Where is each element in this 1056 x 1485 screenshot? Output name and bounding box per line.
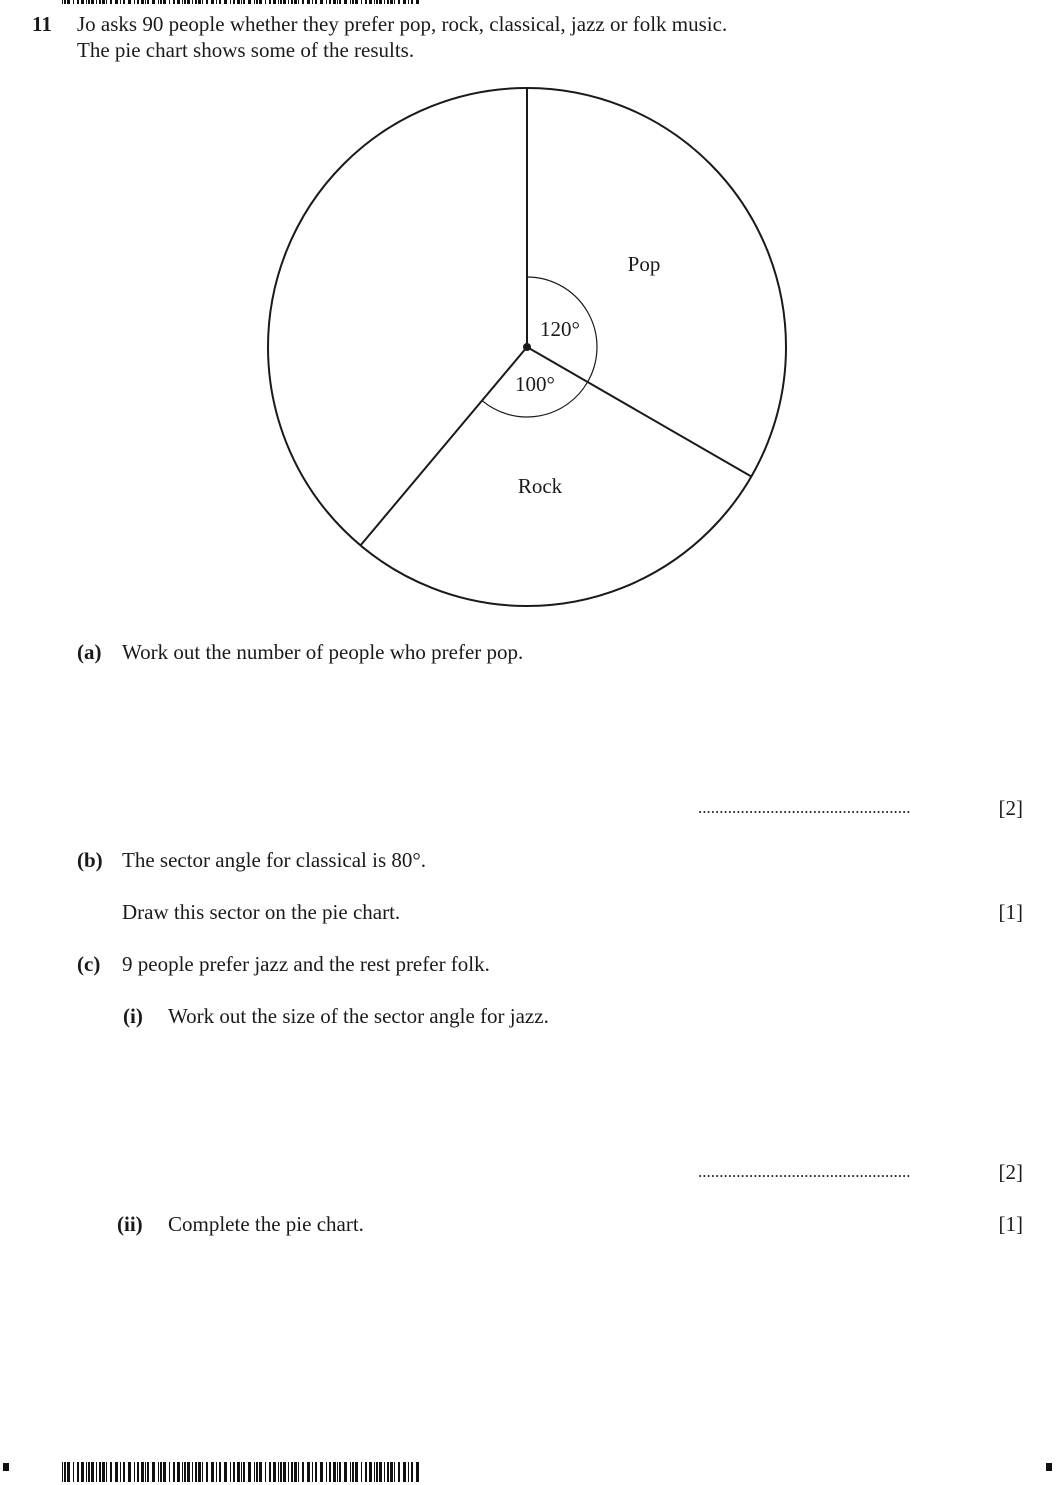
pie-radius-2 [527, 347, 751, 477]
barcode-bar [198, 1462, 201, 1482]
barcode-bar [137, 1462, 139, 1482]
barcode-bar [384, 1462, 385, 1482]
barcode-bar [376, 1462, 378, 1482]
part-c-i-label: (i) [123, 1004, 143, 1028]
barcode-bar [184, 1462, 186, 1482]
barcode-bar [337, 1462, 338, 1482]
barcode-bar [273, 1462, 276, 1482]
barcode-bar [206, 1462, 208, 1482]
question-intro-line-1: Jo asks 90 people whether they prefer pop, rock, classical, jazz or folk music. [77, 12, 728, 36]
barcode-bar [182, 1462, 183, 1482]
barcode-bar [219, 1462, 221, 1482]
part-c-i-answer-line[interactable]: .................................................. [698, 1162, 911, 1181]
barcode-bar [64, 1462, 66, 1482]
part-c-i-text: Work out the size of the sector angle for jazz. [168, 1004, 549, 1028]
barcode-bar [91, 1462, 94, 1482]
barcode-bar [326, 1462, 327, 1482]
barcode-bar [333, 1462, 336, 1482]
barcode-bar [259, 1462, 262, 1482]
barcode-bar [141, 1462, 144, 1482]
slice-label-pop: Pop [627, 252, 661, 276]
part-c-label: (c) [77, 952, 101, 976]
barcode-bar [224, 1462, 227, 1482]
part-c-ii-label: (ii) [117, 1212, 143, 1236]
barcode-bar [265, 1462, 266, 1482]
part-b-text: The sector angle for classical is 80°. [122, 848, 427, 872]
angle-label-rock: 100° [515, 372, 555, 396]
barcode-bar [256, 1462, 258, 1482]
barcode-bar [120, 1462, 121, 1482]
barcode-bar [278, 1462, 279, 1482]
barcode-bar [86, 1462, 87, 1482]
barcode-bar [369, 1462, 372, 1482]
barcode-bar [128, 1462, 131, 1482]
pie-center-dot [523, 343, 531, 351]
barcode-bar [248, 1462, 251, 1482]
barcode-bar [77, 1462, 79, 1482]
barcode-bar [202, 1462, 203, 1482]
barcode-bar [320, 1462, 323, 1482]
barcode-bar [96, 1462, 97, 1482]
corner-mark-right [1046, 1463, 1052, 1471]
barcode-bar [106, 1462, 107, 1482]
barcode-bar [350, 1462, 351, 1482]
barcode-bar [147, 1462, 149, 1482]
barcode-bar [394, 1462, 395, 1482]
barcode-bar [192, 1462, 193, 1482]
barcode-bar [158, 1462, 159, 1482]
corner-mark-left [3, 1463, 9, 1471]
barcode-bar [411, 1462, 413, 1482]
barcode-bar [173, 1462, 175, 1482]
angle-label-pop: 120° [540, 317, 580, 341]
part-c-ii-marks: [1] [998, 1212, 1023, 1236]
part-c-ii-text: Complete the pie chart. [168, 1212, 364, 1236]
barcode-bar [408, 1462, 409, 1482]
barcode-bar [374, 1462, 375, 1482]
barcode-bar [254, 1462, 255, 1482]
barcode-bar [134, 1462, 135, 1482]
barcode-bar [237, 1462, 240, 1482]
barcode-bar [187, 1462, 190, 1482]
barcode-bar [298, 1462, 299, 1482]
barcode-bar [390, 1462, 393, 1482]
barcode-bar [294, 1462, 297, 1482]
barcode-bar [216, 1462, 217, 1482]
barcode-bar [152, 1462, 155, 1482]
barcode-bar [339, 1462, 341, 1482]
barcode-bar [379, 1462, 382, 1482]
barcode-bar [315, 1462, 317, 1482]
barcode-bar [403, 1462, 406, 1482]
part-a-text: Work out the number of people who prefer pop. [122, 640, 524, 664]
part-c-text: 9 people prefer jazz and the rest prefer folk. [122, 952, 490, 976]
barcode-bar [307, 1462, 310, 1482]
barcode-bar [110, 1462, 112, 1482]
barcode-bar [102, 1462, 105, 1482]
barcode-bar [99, 1462, 101, 1482]
barcode-bar [169, 1462, 170, 1482]
part-a-answer-line[interactable]: .................................................. [698, 798, 911, 817]
barcode-bar [241, 1462, 242, 1482]
part-b-label: (b) [77, 848, 103, 872]
part-a-marks: [2] [998, 796, 1023, 820]
barcode-bar [269, 1462, 271, 1482]
barcode-bar [67, 1462, 70, 1482]
barcode-bar [283, 1462, 286, 1482]
part-b-marks: [1] [998, 900, 1023, 924]
barcode-bar [88, 1462, 90, 1482]
barcode-bar [291, 1462, 293, 1482]
barcode-bar [312, 1462, 313, 1482]
barcode-bar [211, 1462, 214, 1482]
slice-label-rock: Rock [517, 474, 563, 498]
barcode-bar [123, 1462, 125, 1482]
barcode-bar [195, 1462, 197, 1482]
question-number: 11 [32, 12, 52, 36]
barcode-bar [145, 1462, 146, 1482]
part-b-instruction: Draw this sector on the pie chart. [122, 900, 401, 924]
barcode-bar [177, 1462, 180, 1482]
barcode-bar [344, 1462, 347, 1482]
footer-barcode [62, 1462, 424, 1482]
barcode-bar [62, 1462, 63, 1482]
pie-chart[interactable] [0, 0, 1056, 640]
barcode-bar [355, 1462, 358, 1482]
barcode-bar [230, 1462, 231, 1482]
part-a-label: (a) [77, 640, 102, 664]
barcode-bar [387, 1462, 389, 1482]
barcode-bar [288, 1462, 289, 1482]
barcode-bar [398, 1462, 400, 1482]
pie-radius-3 [361, 347, 528, 545]
barcode-bar [115, 1462, 118, 1482]
barcode-bar [365, 1462, 367, 1482]
barcode-bar [361, 1462, 362, 1482]
barcode-bar [243, 1462, 245, 1482]
question-intro-line-2: The pie chart shows some of the results. [77, 38, 415, 62]
barcode-bar [302, 1462, 304, 1482]
barcode-bar [81, 1462, 84, 1482]
part-c-i-marks: [2] [998, 1160, 1023, 1184]
barcode-bar [329, 1462, 331, 1482]
barcode-bar [160, 1462, 162, 1482]
barcode-bar [352, 1462, 354, 1482]
barcode-bar [280, 1462, 282, 1482]
barcode-bar [163, 1462, 166, 1482]
barcode-bar [73, 1462, 74, 1482]
barcode-bar [416, 1462, 419, 1482]
barcode-bar [233, 1462, 235, 1482]
